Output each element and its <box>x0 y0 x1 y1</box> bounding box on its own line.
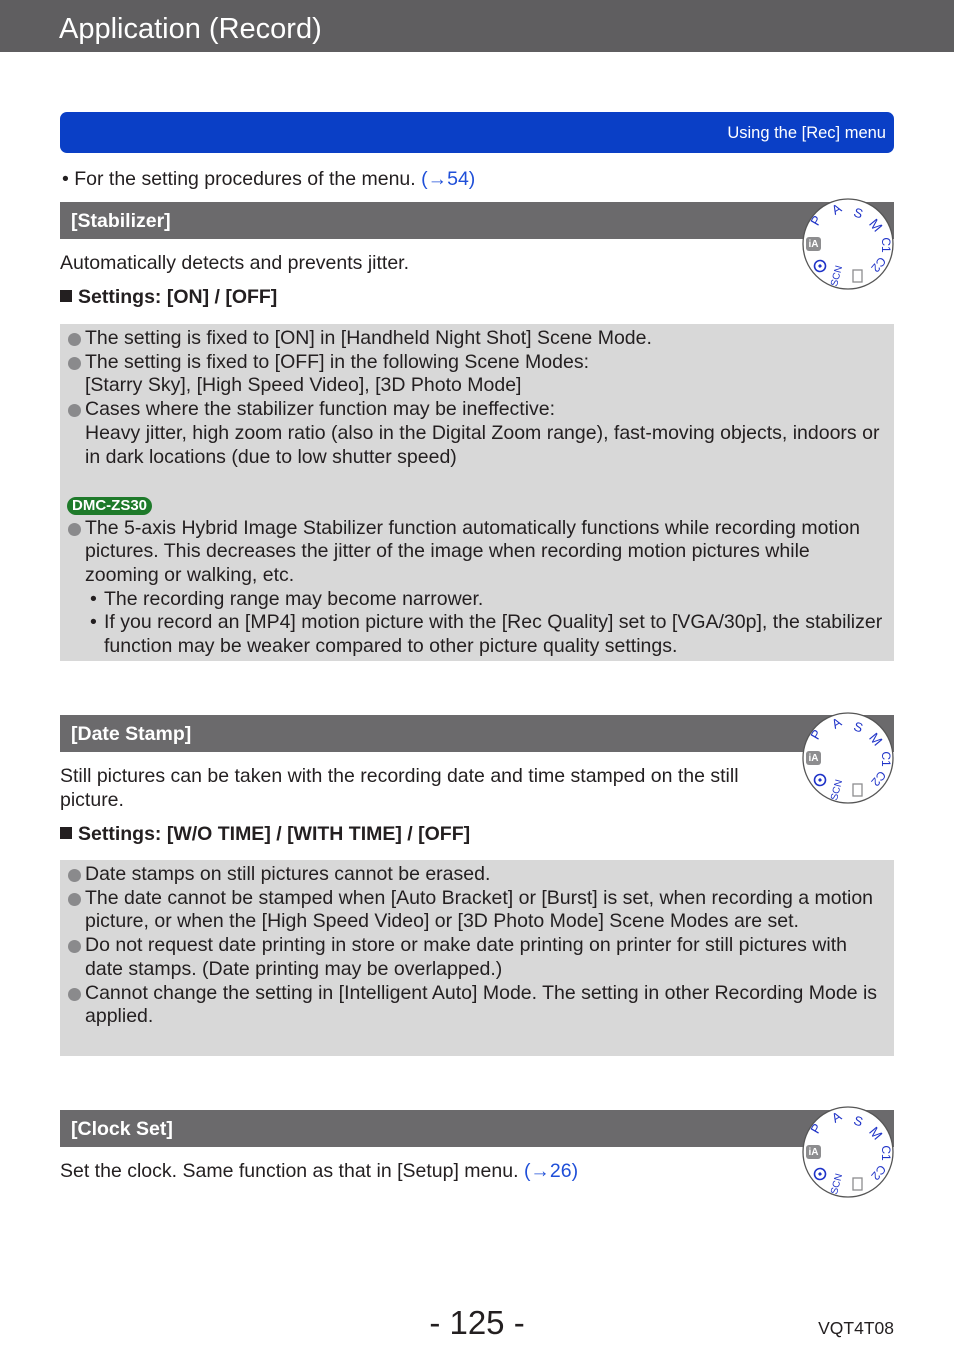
list-item: Cases where the stabilizer function may be ineffective: Heavy jitter, high zoom ratio (also in the Digital Zoom range), fast-moving objects, indoors or in dark locations (due to low shutter speed) <box>68 398 886 469</box>
dial-label-p: P <box>807 212 825 228</box>
stabilizer-description: Automatically detects and prevents jitter. <box>60 252 410 274</box>
document-code: VQT4T08 <box>818 1318 894 1338</box>
date-stamp-heading: [Date Stamp] <box>71 723 192 745</box>
model-badge: DMC-ZS30 <box>67 497 152 515</box>
dial-label-scn: SCN <box>829 264 846 288</box>
sub-list-item: • If you record an [MP4] motion picture with the [Rec Quality] set to [VGA/30p], the stabilizer function may be weaker compared to other picture quality settings. <box>68 611 886 658</box>
list-item: The date cannot be stamped when [Auto Bracket] or [Burst] is set, when recording a motion picture, or when the [High Speed Video] or [3D Photo Mode] Scene Modes are set. <box>68 887 886 934</box>
stabilizer-notes-box <box>60 324 894 661</box>
mode-dial-icon <box>800 196 896 292</box>
stabilizer-heading: [Stabilizer] <box>71 210 171 232</box>
clock-set-heading: [Clock Set] <box>71 1118 173 1140</box>
stabilizer-settings-text: Settings: [ON] / [OFF] <box>78 286 278 308</box>
dial-label-s: S <box>851 204 866 222</box>
dial-label-p: P <box>807 726 825 742</box>
dial-label-ia: iA <box>808 239 819 251</box>
dial-label-c2: C2 <box>868 768 889 789</box>
page-number: - 125 - <box>429 1304 525 1341</box>
stabilizer-settings <box>60 286 277 309</box>
breadcrumb: Using the [Rec] menu <box>727 124 886 142</box>
dial-label-m: M <box>866 215 886 235</box>
dial-label-s: S <box>851 718 866 736</box>
dial-label-c1: C1 <box>878 237 893 253</box>
dial-label-c1: C1 <box>878 751 893 767</box>
list-item: Do not request date printing in store or make date printing on printer for still pictures with date stamps. (Date printing may be overlapped.) <box>68 934 886 981</box>
dial-label-a: A <box>828 714 844 732</box>
dial-label-a: A <box>828 1108 844 1126</box>
date-stamp-heading-bar <box>60 715 894 752</box>
dial-label-s: S <box>851 1112 866 1130</box>
mode-dial-svg <box>800 1104 896 1200</box>
list-item: The 5-axis Hybrid Image Stabilizer function automatically functions while recording motion pictures. This decreases the jitter of the image when recording motion pictures while zooming or walking, etc. <box>68 517 886 588</box>
mode-dial-icon <box>800 710 896 806</box>
date-stamp-description: Still pictures can be taken with the recording date and time stamped on the still picture. <box>60 765 739 811</box>
intro-text: • For the setting procedures of the menu. <box>62 168 422 190</box>
list-item: The setting is fixed to [ON] in [Handheld Night Shot] Scene Mode. <box>68 327 886 351</box>
stabilizer-heading-bar <box>60 202 894 239</box>
dial-label-c1: C1 <box>878 1145 893 1161</box>
dial-label-c2: C2 <box>868 254 889 275</box>
clock-set-heading-bar <box>60 1110 894 1147</box>
square-bullet-icon <box>60 827 72 839</box>
mode-dial-icon <box>800 1104 896 1200</box>
dial-label-m: M <box>866 729 886 749</box>
list-item: Date stamps on still pictures cannot be erased. <box>68 863 886 887</box>
clock-set-description <box>60 1160 800 1184</box>
dial-label-ia: iA <box>808 753 819 765</box>
date-stamp-settings-text: Settings: [W/O TIME] / [WITH TIME] / [OFF] <box>78 823 471 845</box>
page-title: Application (Record) <box>59 13 322 45</box>
mode-dial-svg <box>800 196 896 292</box>
dial-label-scn: SCN <box>829 1172 846 1196</box>
clock-set-text: Set the clock. Same function as that in [Setup] menu. <box>60 1160 524 1182</box>
dial-label-scn: SCN <box>829 778 846 802</box>
mode-dial-svg <box>800 710 896 806</box>
list-item: The setting is fixed to [OFF] in the following Scene Modes: [Starry Sky], [High Speed Video], [3D Photo Mode] <box>68 351 886 398</box>
section-banner <box>60 112 894 153</box>
sub-list-item: • The recording range may become narrower. <box>68 588 886 612</box>
dial-label-m: M <box>866 1123 886 1143</box>
intro-note <box>62 168 475 191</box>
date-stamp-settings <box>60 823 470 846</box>
date-stamp-notes-box <box>60 860 894 1056</box>
dial-label-c2: C2 <box>868 1162 889 1183</box>
setup-page-link[interactable]: (→26) <box>523 1160 579 1182</box>
top-header-bar <box>0 0 954 52</box>
dial-label-ia: iA <box>808 1147 819 1159</box>
menu-page-link[interactable]: (→54) <box>421 168 476 190</box>
dial-label-a: A <box>828 200 844 218</box>
dial-label-p: P <box>807 1120 825 1136</box>
list-item: Cannot change the setting in [Intelligent Auto] Mode. The setting in other Recording Mode is applied. <box>68 982 886 1029</box>
square-bullet-icon <box>60 290 72 302</box>
model-badge-row <box>68 493 886 517</box>
